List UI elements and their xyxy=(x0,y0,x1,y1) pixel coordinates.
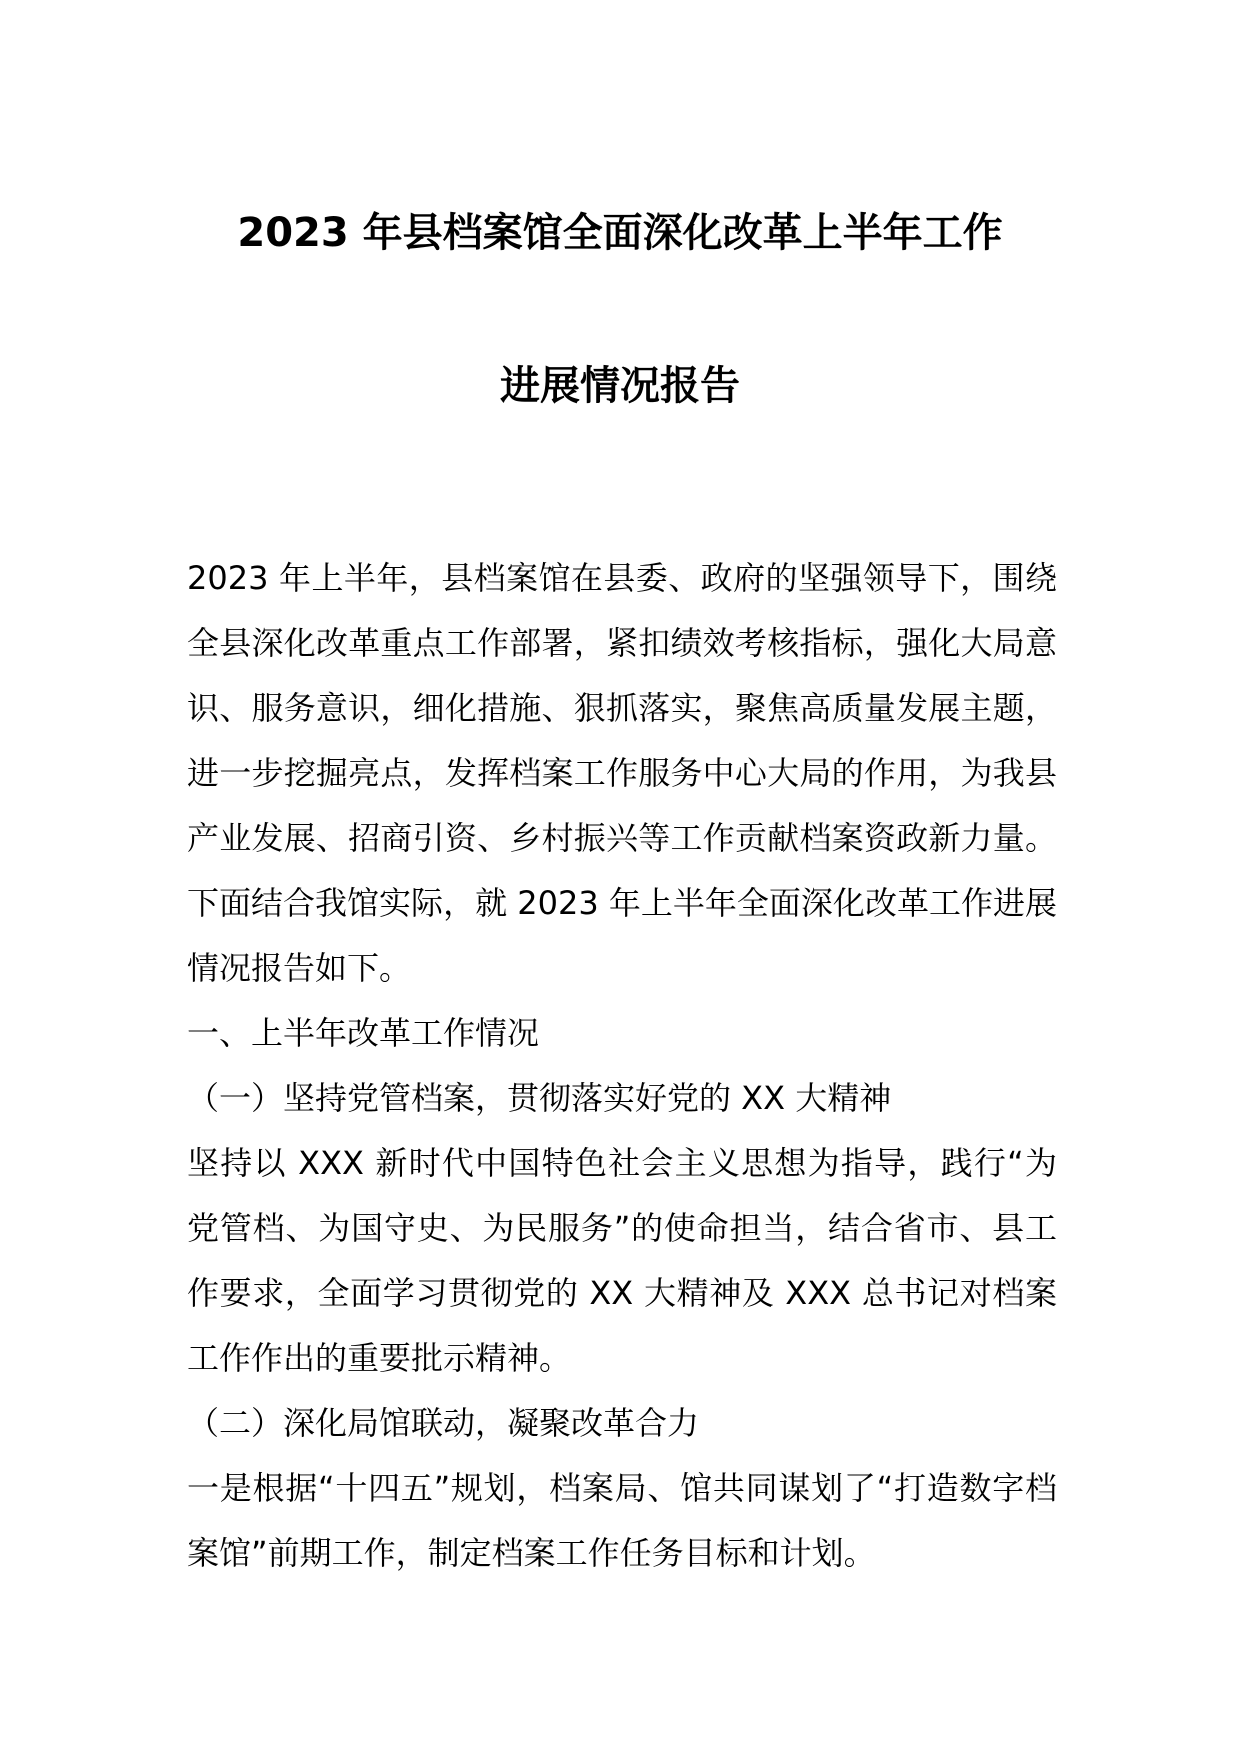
document-body xyxy=(187,546,1057,1586)
subsection-heading-1: （一）坚持党管档案，贯彻落实好党的 XX 大精神 xyxy=(187,1079,892,1117)
intro-paragraph: 2023 年上半年，县档案馆在县委、政府的坚强领导下，围绕全县深化改革重点工作部署，紧扣绩效考核指标，强化大局意识、服务意识，细化措施、狠抓落实，聚焦高质量发展主题，进一步挖掘亮点，发挥档案工作服务中心大局的作用，为我县产业发展、招商引资、乡村振兴等工作贡献档案资政新力量。下面结合我馆实际，就 2023 年上半年全面深化改革工作进展情况报告如下。 xyxy=(187,559,1057,987)
subsection-1-paragraph: 坚持以 XXX 新时代中国特色社会主义思想为指导，践行“为党管档、为国守史、为民服务”的使命担当，结合省市、县工作要求，全面学习贯彻党的 XX 大精神及 XXX 总书记对档案工作作出的重要批示精神。 xyxy=(187,1144,1057,1377)
subsection-heading-2: （二）深化局馆联动，凝聚改革合力 xyxy=(187,1404,700,1442)
subsection-2-paragraph: 一是根据“十四五”规划，档案局、馆共同谋划了“打造数字档案馆”前期工作，制定档案工作任务目标和计划。 xyxy=(187,1469,1057,1572)
document-title-line-2: 进展情况报告 xyxy=(500,363,740,409)
section-heading-1: 一、上半年改革工作情况 xyxy=(187,1014,540,1052)
document-title-line-1: 2023 年县档案馆全面深化改革上半年工作 xyxy=(237,210,1003,256)
